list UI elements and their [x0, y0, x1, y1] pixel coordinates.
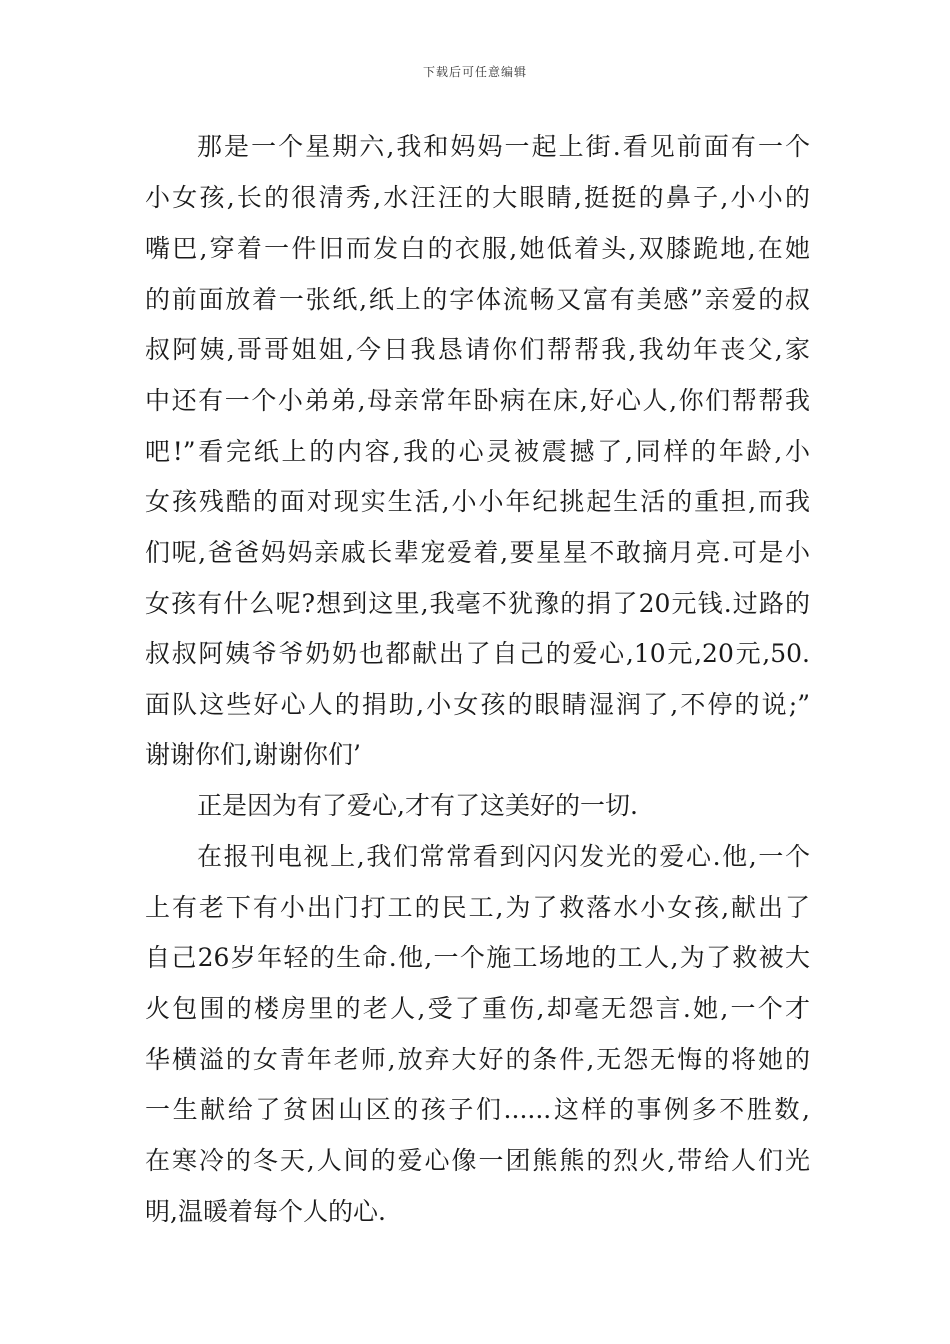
paragraph-3-line-4: 火包围的楼房里的老人,受了重伤,却毫无怨言.她,一个才 — [145, 994, 810, 1023]
paragraph-1-line-10: 女孩有什么呢?想到这里,我毫不犹豫的捐了20元钱.过路的 — [145, 589, 810, 618]
page-header: 下载后可任意编辑 — [422, 65, 527, 79]
paragraph-1-line-3: 嘴巴,穿着一件旧而发白的衣服,她低着头,双膝跪地,在她 — [145, 234, 810, 263]
paragraph-1-line-4: 的前面放着一张纸,纸上的字体流畅又富有美感”亲爱的叔 — [145, 285, 810, 314]
paragraph-1-line-8: 女孩残酷的面对现实生活,小小年纪挑起生活的重担,而我 — [145, 487, 810, 516]
paragraph-2-line-1: 正是因为有了爱心,才有了这美好的一切. — [197, 791, 638, 820]
paragraph-1-line-11: 叔叔阿姨爷爷奶奶也都献出了自己的爱心,10元,20元,50. — [145, 639, 810, 668]
paragraph-1-line-7: 吧!”看完纸上的内容,我的心灵被震撼了,同样的年龄,小 — [145, 437, 810, 466]
paragraph-3-line-7: 在寒冷的冬天,人间的爱心像一团熊熊的烈火,带给人们光 — [145, 1146, 810, 1175]
paragraph-1-line-13: 谢谢你们,谢谢你们’ — [145, 740, 361, 769]
paragraph-3-line-2: 上有老下有小出门打工的民工,为了救落水小女孩,献出了 — [145, 893, 810, 922]
paragraph-1-line-9: 们呢,爸爸妈妈亲戚长辈宠爱着,要星星不敢摘月亮.可是小 — [145, 538, 810, 567]
paragraph-3-line-8: 明,温暖着每个人的心. — [145, 1197, 386, 1226]
paragraph-3-line-6: 一生献给了贫困山区的孩子们......这样的事例多不胜数, — [145, 1095, 810, 1124]
paragraph-1-line-2: 小女孩,长的很清秀,水汪汪的大眼睛,挺挺的鼻子,小小的 — [145, 183, 810, 212]
paragraph-1-line-5: 叔阿姨,哥哥姐姐,今日我恳请你们帮帮我,我幼年丧父,家 — [145, 335, 810, 364]
paragraph-3-line-1: 在报刊电视上,我们常常看到闪闪发光的爱心.他,一个 — [197, 842, 810, 871]
paragraph-3-line-5: 华横溢的女青年老师,放弃大好的条件,无怨无悔的将她的 — [145, 1045, 810, 1074]
paragraph-3-line-3: 自己26岁年轻的生命.他,一个施工场地的工人,为了救被大 — [145, 943, 810, 972]
paragraph-1-line-6: 中还有一个小弟弟,母亲常年卧病在床,好心人,你们帮帮我 — [145, 386, 810, 415]
paragraph-1-line-12: 面队这些好心人的捐助,小女孩的眼睛湿润了,不停的说;” — [145, 690, 810, 719]
paragraph-1-line-1: 那是一个星期六,我和妈妈一起上街.看见前面有一个 — [197, 132, 810, 161]
